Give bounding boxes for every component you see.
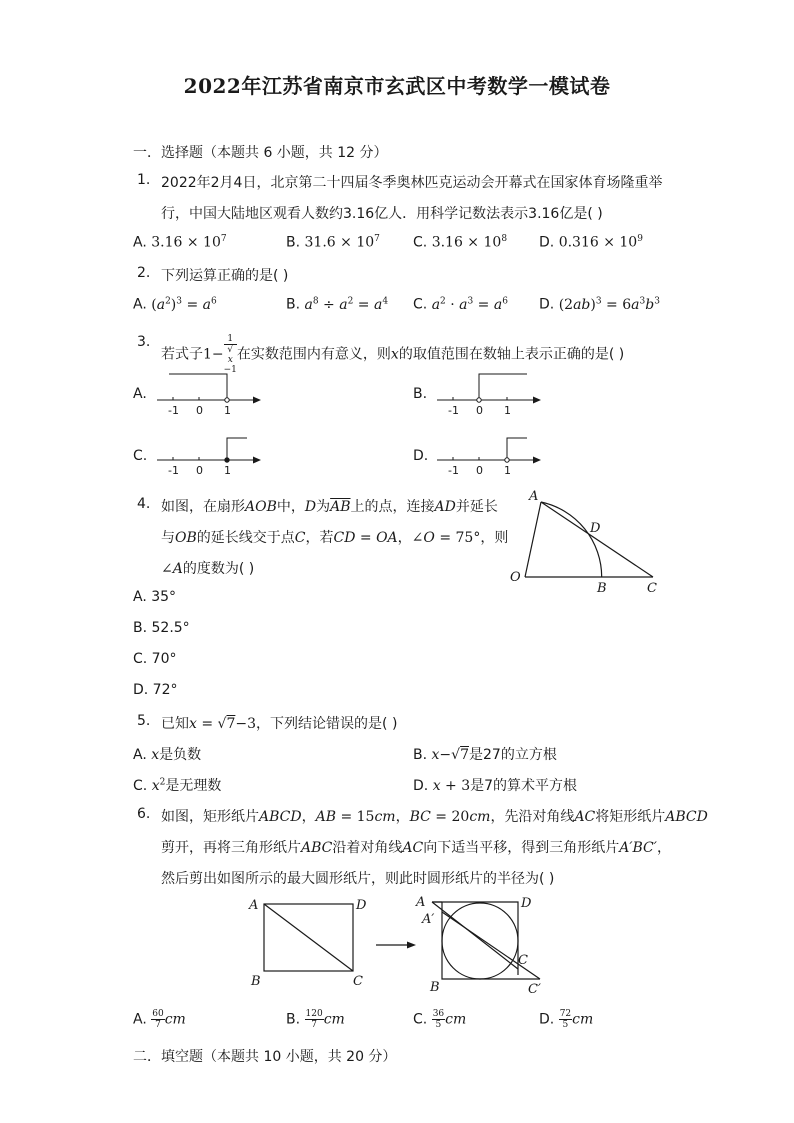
q1-stem-line1: 2022年2月4日，北京第二十四届冬季奥林匹克运动会开幕式在国家体育场隆重举 xyxy=(161,175,663,191)
q1-option-c[interactable]: C. $3.16 \times 10^8$ xyxy=(413,234,508,251)
q4-label-b: B xyxy=(597,581,607,596)
svg-text:0: 0 xyxy=(196,464,203,477)
svg-text:1: 1 xyxy=(504,404,511,417)
q1-number: 1. xyxy=(137,172,151,188)
q4-stem-line3: ∠A的度数为( ) xyxy=(161,561,255,577)
svg-text:1: 1 xyxy=(224,404,231,417)
q4-label-c: C xyxy=(647,581,657,596)
q1-option-b[interactable]: B. $31.6 \times 10^7$ xyxy=(286,234,380,251)
svg-text:-1: -1 xyxy=(448,464,459,477)
q6-option-b[interactable]: B. $\frac{120}{7}$ cm xyxy=(286,1009,345,1030)
q4-option-b[interactable]: B. 52.5° xyxy=(133,620,190,636)
q6-stem-line3: 然后剪出如图所示的最大圆形纸片，则此时圆形纸片的半径为( ) xyxy=(161,871,555,887)
q5-option-c[interactable]: C. $x^2$是无理数 xyxy=(133,777,222,794)
q6-option-c[interactable]: C. $\frac{36}{5}$ cm xyxy=(413,1009,467,1030)
q6-figure-rectangle xyxy=(245,893,375,993)
svg-text:0: 0 xyxy=(476,404,483,417)
q6-option-d[interactable]: D. $\frac{72}{5}$ cm xyxy=(539,1009,594,1030)
q3-option-b-label[interactable]: B. xyxy=(413,386,428,402)
q4-stem-line2: 与OB的延长线交于点C，若CD = OA，∠O = 75°，则 xyxy=(161,530,509,546)
q4-label-o: O xyxy=(510,570,521,585)
q5-number: 5. xyxy=(137,713,151,729)
svg-text:0: 0 xyxy=(476,464,483,477)
q5-option-b[interactable]: B. x−√7是27的立方根 xyxy=(413,747,557,763)
q5-option-a[interactable]: A. x是负数 xyxy=(133,747,202,763)
q6-left-label-a: A xyxy=(249,898,259,913)
q6-right-label-c-prime: C′ xyxy=(528,982,541,997)
q6-number: 6. xyxy=(137,806,151,822)
q3-option-a-label[interactable]: A. xyxy=(133,386,147,402)
q5-option-d[interactable]: D. x + 3是7的算术平方根 xyxy=(413,778,578,794)
q3-number: 3. xyxy=(137,334,151,350)
svg-text:1: 1 xyxy=(504,464,511,477)
q6-right-label-c: C xyxy=(518,953,528,968)
q2-stem: 下列运算正确的是( ) xyxy=(161,268,289,284)
svg-text:0: 0 xyxy=(196,404,203,417)
q4-stem-line1: 如图，在扇形AOB中，D为$\overline{AB}$上的点，连接AD并延长 xyxy=(161,499,498,515)
q6-left-label-b: B xyxy=(251,974,261,989)
q4-label-a: A xyxy=(529,489,539,504)
q3-option-d-label[interactable]: D. xyxy=(413,448,429,464)
q4-label-d: D xyxy=(590,521,601,536)
svg-text:-1: -1 xyxy=(448,404,459,417)
q2-option-a[interactable]: A. $(a^2)^3 = a^6$ xyxy=(133,296,217,313)
q2-option-d[interactable]: D. $(2ab)^3 = 6a^3b^3$ xyxy=(539,296,660,313)
q6-option-a[interactable]: A. $\frac{60}{7}$ cm xyxy=(133,1009,186,1030)
svg-text:-1: -1 xyxy=(168,404,179,417)
q2-option-b[interactable]: B. $a^8 \div a^2 = a^4$ xyxy=(286,296,389,313)
q3-stem: 若式子1− 1 √ x −1 在实数范围内有意义，则x的取值范围在数轴上表示正确的是( ) xyxy=(161,334,625,375)
q3-option-c-label[interactable]: C. xyxy=(133,448,148,464)
q1-stem-line2: 行，中国大陆地区观看人数约3.16亿人．用科学记数法表示3.16亿是( ) xyxy=(161,206,603,222)
q4-number: 4. xyxy=(137,496,151,512)
q4-option-d[interactable]: D. 72° xyxy=(133,682,178,698)
q4-option-c[interactable]: C. 70° xyxy=(133,651,177,667)
q6-right-label-a-prime: A′ xyxy=(422,912,435,927)
q6-right-label-b: B xyxy=(430,980,440,995)
section-heading-choice: 一．选择题（本题共 6 小题，共 12 分） xyxy=(133,145,388,161)
q5-stem: 已知x = √7−3，下列结论错误的是( ) xyxy=(161,716,398,732)
q6-left-label-d: D xyxy=(356,898,367,913)
section-heading-fill-in: 二．填空题（本题共 10 小题，共 20 分） xyxy=(133,1049,397,1065)
q1-option-a[interactable]: A. $3.16 \times 10^7$ xyxy=(133,234,227,251)
q6-left-label-c: C xyxy=(353,974,363,989)
q6-right-label-a: A xyxy=(416,895,426,910)
q6-stem-line1: 如图，矩形纸片ABCD，AB = 15cm，BC = 20cm，先沿对角线AC将矩形纸片ABCD xyxy=(161,809,708,825)
q6-stem-line2: 剪开，再将三角形纸片ABC沿着对角线AC向下适当平移，得到三角形纸片A′BC′， xyxy=(161,840,671,856)
q2-number: 2. xyxy=(137,265,151,281)
q3-numberline-b xyxy=(435,368,550,418)
q3-numberline-c xyxy=(155,430,270,480)
q6-figure-translated xyxy=(410,890,555,1000)
q4-sector-figure xyxy=(505,485,675,600)
q4-option-a[interactable]: A. 35° xyxy=(133,589,177,605)
q3-numberline-d xyxy=(435,430,550,480)
q6-right-label-d: D xyxy=(521,896,532,911)
svg-text:-1: -1 xyxy=(168,464,179,477)
svg-text:1: 1 xyxy=(224,464,231,477)
q1-option-d[interactable]: D. $0.316 \times 10^9$ xyxy=(539,234,643,251)
q2-option-c[interactable]: C. $a^2 \cdot a^3 = a^6$ xyxy=(413,296,508,313)
q3-numberline-a xyxy=(155,368,270,418)
page-title: 2022年江苏省南京市玄武区中考数学一模试卷 xyxy=(183,74,611,98)
